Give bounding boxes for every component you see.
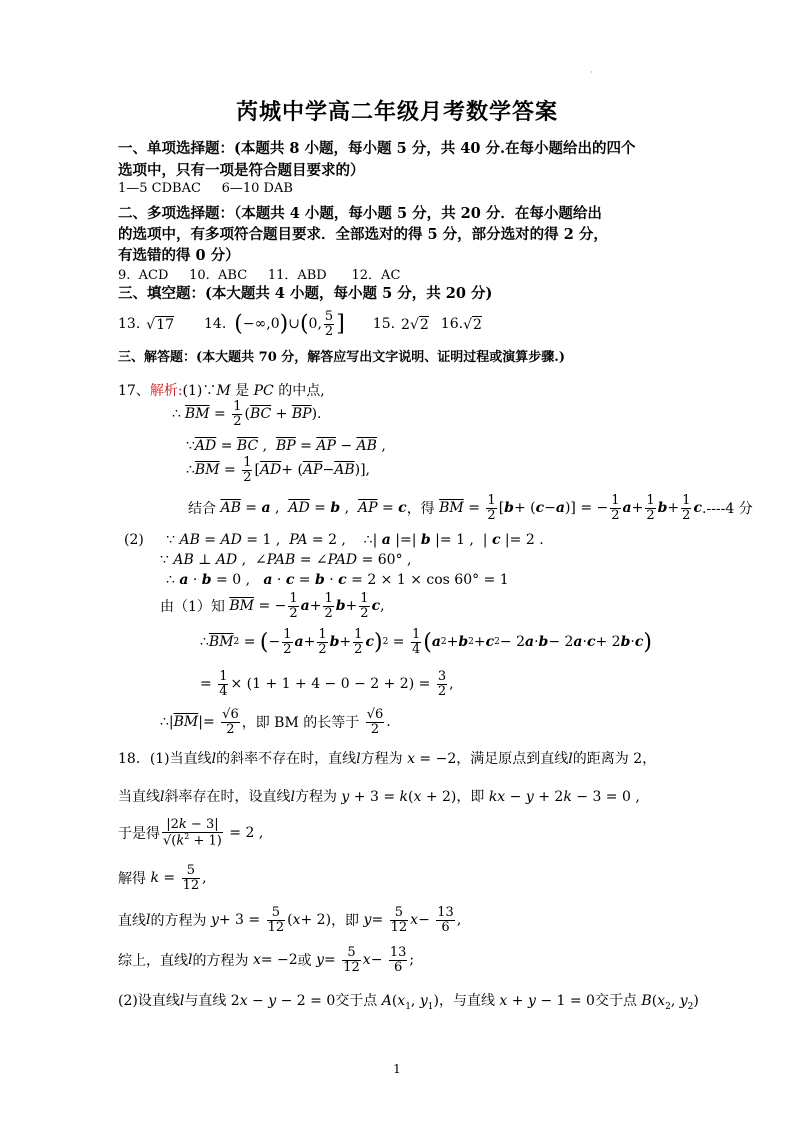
fill-in-answers (118, 306, 482, 342)
segment-pc: PC (253, 383, 274, 399)
q14-answer: (−∞,0)∪(0, $\frac{5}{2}$ ] (234, 308, 345, 339)
q17-midpoint-text: 的中点, (273, 383, 325, 399)
eq-bm-value: = $\frac{1}{4}$ × (1 + 1 + 4 − 0 − 2 + 2) = $\frac{3}{2}$ , (200, 669, 454, 699)
q17-part2-line: (2) ∵ AB = AD = 1 , PA = 2 , ∴| a |=| b |= 1 , | c |= 2 . (124, 532, 544, 548)
yu-text: 于是得 (118, 825, 160, 842)
q15-label: 15. (372, 316, 396, 332)
q18-line2: 当直线l斜率存在时，设直线l方程为 y + 3 = k(x + 2)，即 kx − y + 2k − 3 = 0 , (118, 789, 640, 805)
point-m: M (216, 383, 231, 399)
section2-line3: 有选错的得 0 分） (118, 247, 240, 264)
page-number: 1 (393, 1062, 401, 1076)
last-e: 交于点 (594, 993, 637, 1009)
huo-text: 或 (297, 953, 312, 970)
q18-line2-c: 方程为 (294, 789, 337, 805)
eq-from1: 由（1）知 $\overline{BM}$ = − $\frac{1}{2}$ a + $\frac{1}{2}$ b + $\frac{1}{2}$ c , (160, 591, 385, 621)
section2-line1: 二、多项选择题：（本题共 4 小题，每小题 5 分，共 20 分．在每小题给出 (118, 205, 602, 222)
combine-text: 结合 (188, 501, 216, 518)
line-eq-a: 直线 (118, 913, 146, 930)
score-4: .----4 分 (701, 501, 753, 518)
section2-answers: 9. ACD 10. ABC 11．ABD 12．AC (118, 268, 401, 283)
q18-text-b: 的斜率不存在时，直线 (216, 751, 357, 767)
q16-label: 16. (440, 316, 464, 332)
zong-b: 的方程为 (192, 953, 249, 970)
section1-line1: 一、单项选择题：(本题共 8 小题，每小题 5 分，共 40 分.在每小题给出的四个 (118, 140, 636, 157)
eq-combine: 结合 $\overline{AB}$ = a , $\overline{AD}$ = b , $\overline{AP}$ = c ，得 $\overline{BM}$ = $\frac{1}{2}$ [ b + ( c − a )] = − $\frac{1}{2}$ a + $\frac{1}{2}$ b + $\frac{1}{2}$ c .----4 分 (188, 493, 753, 523)
scan-mark: · (590, 68, 593, 77)
length-text: ，即 BM 的长等于 (241, 715, 360, 732)
last-d: ，与直线 (438, 993, 495, 1009)
eq-ad-bc: $\because\overline{AD} = \overline{BC}$ , $\overline{BP} = \overline{AP} - \overline{AB}$ , (186, 438, 386, 454)
last-b: 与直线 (184, 993, 227, 1009)
line-eq-b: 的方程为 (150, 913, 207, 930)
section1-line2: 选项中，只有一项是符合题目要求的） (118, 162, 365, 179)
eq-perp-angle: ∵ AB ⊥ AD , ∠PAB = ∠PAD = 60° , (160, 552, 412, 568)
q13-label: 13. (118, 316, 141, 332)
q18-part2: (2)设直线l与直线 2x − y − 2 = 0交于点 $A(x_1$, $y_1$)，与直线 x + y − 1 = 0交于点 $B(x_2$, $y_2$) (118, 993, 699, 1012)
q18-summary: 综上，直线 l 的方程为 x = −2 或 y = $\frac{5}{12}$ x − $\frac{13}{6}$ ; (118, 945, 415, 975)
q18-text-e: 的距离为 2， (572, 751, 657, 767)
get-text: ，得 (406, 501, 435, 518)
analysis-label: 解析: (149, 383, 183, 399)
q17-part1-line (118, 380, 325, 400)
q16-answer: √2 (463, 316, 482, 333)
q17-is-text: 是 (230, 383, 254, 399)
section3-header: 三、填空题：(本大题共 4 小题，每小题 5 分，共 20 分) (118, 285, 493, 302)
zong-a: 综上，直线 (118, 953, 188, 970)
eq-bm-length: ∴| $\overline{BM}$ |= $\frac{√6}{2}$ ，即 BM 的长等于 $\frac{√6}{2}$ . (160, 707, 391, 737)
jie-text: 解得 (118, 871, 146, 888)
q17-part2-label: (2) (124, 532, 144, 548)
q18-distance-eq: 于是得 $\frac{|2k - 3|}{√(k^2 + 1)}$ = 2 , (118, 817, 264, 848)
q18-line-eq: 直线 l 的方程为 y + 3 = $\frac{5}{12}$ ( x + 2) ，即 y = $\frac{5}{12}$ x − $\frac{13}{6}$ , (118, 905, 462, 935)
q18-line2-d: ，即 (456, 789, 485, 805)
q17-number: 17、 (118, 383, 150, 399)
q18-k-value: 解得 k = $\frac{5}{12}$ , (118, 863, 207, 893)
section2-line2: 的选项中，有多项符合题目要求．全部选对的得 5 分，部分选对的得 2 分， (118, 226, 608, 243)
q13-answer: √17 (146, 316, 175, 333)
q18-text-a: 18．(1)当直线 (118, 751, 212, 767)
q14-label: 14. (204, 316, 227, 332)
eq-bm-squared: ∴ $\overline{BM}$ 2 = ( − $\frac{1}{2}$ a + $\frac{1}{2}$ b + $\frac{1}{2}$ c ) 2 = $\frac{1}{4}$ ( a 2 + b 2 + c 2 − 2 a · b − 2 a · c + 2 b · c ) (200, 627, 652, 657)
q18-line2-b: 斜率存在时，设直线 (164, 789, 291, 805)
section1-answers: 1—5 CDBAC 6—10 DAB (118, 181, 293, 196)
eq-bm-sub: ∴ $\overline{BM}$ = $\frac{1}{2}$ [ $\overline{AD}$ + ( $\overline{AP}$ − $\overline{AB}$ )], (186, 455, 370, 485)
q17-part1-start: (1)∵ (182, 383, 217, 399)
q18-text-c: 方程为 (360, 751, 403, 767)
q18-line2-a: 当直线 (118, 789, 160, 805)
from1-text: 由（1）知 (160, 599, 225, 616)
ji-text: ，即 (331, 913, 360, 930)
q18-line1: 18．(1)当直线l的斜率不存在时，直线l方程为 x = −2，满足原点到直线l的距离为 2， (118, 751, 657, 767)
eq-bm-half: ∴ $\overline{BM}$ = $\frac{1}{2}$ ( $\overline{BC}$ + $\overline{BP}$ ). (172, 399, 322, 429)
q18-text-d: ，满足原点到直线 (456, 751, 569, 767)
last-a: (2)设直线 (118, 993, 180, 1009)
eq-dot-products: ∴ a · b = 0 , a · c = b · c = 2 × 1 × cos 60° = 1 (166, 572, 509, 588)
section4-header: 三、解答题：(本大题共 70 分，解答应写出文字说明、证明过程或演算步骤.) (118, 350, 565, 365)
q15-answer: 2√2 (401, 316, 429, 333)
last-c: 交于点 (335, 993, 378, 1009)
page-title: 芮城中学高二年级月考数学答案 (235, 99, 558, 125)
